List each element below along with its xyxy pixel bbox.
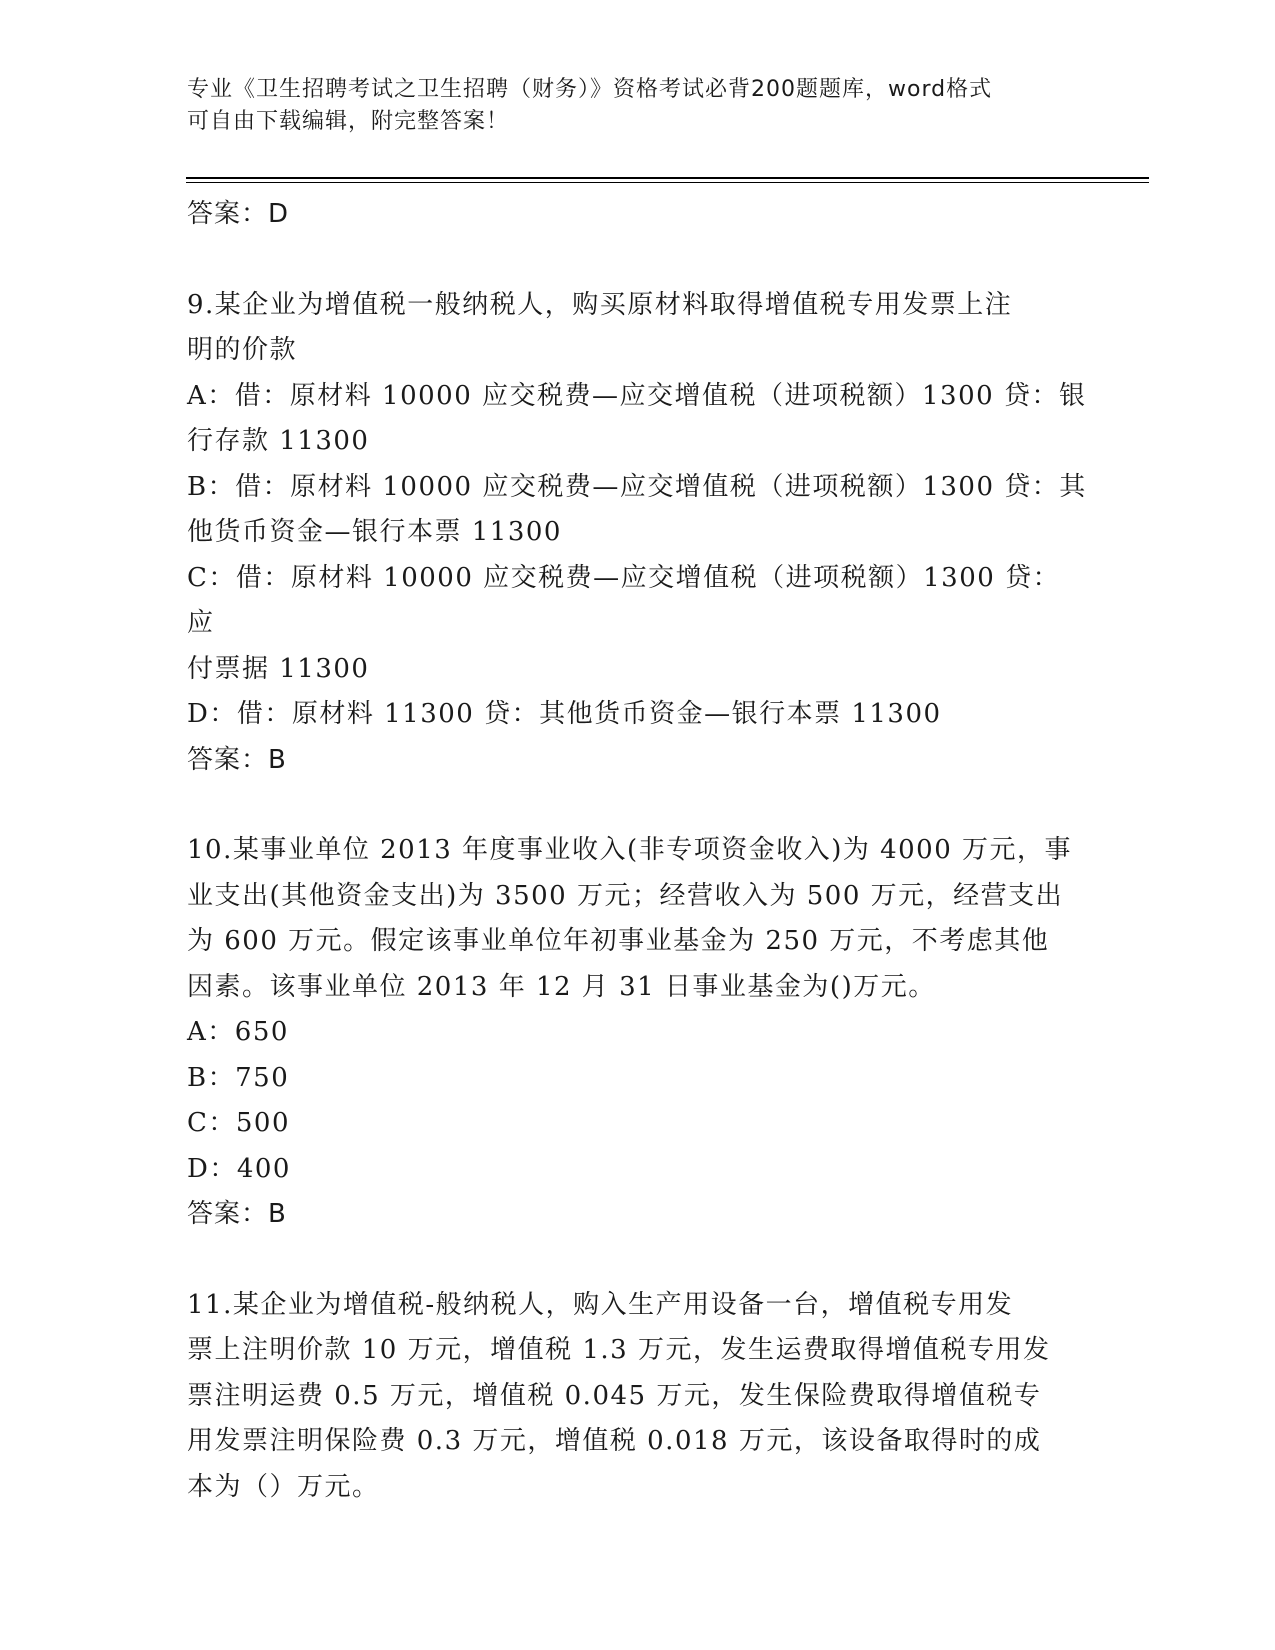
question-stem-line: 本为（）万元。 xyxy=(187,1471,380,1502)
answer-line: 答案：B xyxy=(187,744,287,775)
option-line: C：借：原材料 10000 应交税费—应交增值税（进项税额）1300 贷：应 xyxy=(187,562,1061,638)
option-line: B：750 xyxy=(187,1062,290,1093)
header-rule-thin xyxy=(186,182,1149,183)
option-line: 付票据 11300 xyxy=(187,653,370,684)
document-header xyxy=(187,74,1087,138)
question-stem-line: 为 600 万元。假定该事业单位年初事业基金为 250 万元，不考虑其他 xyxy=(187,926,1050,956)
option-line: B：借：原材料 10000 应交税费—应交增值税（进项税额）1300 贷：其 xyxy=(187,471,1087,502)
question-stem-line: 业支出(其他资金支出)为 3500 万元；经营收入为 500 万元，经营支出 xyxy=(187,880,1064,911)
question-10 xyxy=(187,828,1087,1238)
option-line: A：借：原材料 10000 应交税费—应交增值税（进项税额）1300 贷：银 xyxy=(187,380,1087,411)
question-9 xyxy=(187,283,1087,784)
answer-line: 答案：D xyxy=(187,199,290,229)
option-line: 行存款 11300 xyxy=(187,426,370,456)
header-line-2: 可自由下载编辑，附完整答案！ xyxy=(187,109,510,134)
question-stem-line: 用发票注明保险费 0.3 万元，增值税 0.018 万元，该设备取得时的成 xyxy=(187,1426,1042,1456)
question-stem-line: 10.某事业单位 2013 年度事业收入(非专项资金收入)为 4000 万元，事 xyxy=(187,835,1073,865)
question-stem-line: 明的价款 xyxy=(187,335,298,365)
document-body xyxy=(187,192,1087,1510)
spacer xyxy=(187,238,1087,283)
question-stem-line: 因素。该事业单位 2013 年 12 月 31 日事业基金为()万元。 xyxy=(187,971,936,1002)
question-stem-line: 票上注明价款 10 万元，增值税 1.3 万元，发生运费取得增值税专用发 xyxy=(187,1335,1051,1365)
option-line: D：借：原材料 11300 贷：其他货币资金—银行本票 11300 xyxy=(187,699,942,729)
option-line: C：500 xyxy=(187,1108,291,1138)
answer-line: 答案：B xyxy=(187,1199,287,1229)
option-line: 他货币资金—银行本票 11300 xyxy=(187,517,562,547)
spacer xyxy=(187,1238,1087,1283)
question-stem-line: 票注明运费 0.5 万元，增值税 0.045 万元，发生保险费取得增值税专 xyxy=(187,1380,1042,1411)
option-line: A：650 xyxy=(187,1017,289,1047)
header-line-1: 专业《卫生招聘考试之卫生招聘（财务）》资格考试必背200题题库，word格式 xyxy=(187,77,993,102)
header-rule-thick xyxy=(186,177,1149,179)
spacer xyxy=(187,783,1087,828)
question-11 xyxy=(187,1283,1087,1511)
question-stem-line: 9.某企业为增值税一般纳税人，购买原材料取得增值税专用发票上注 xyxy=(187,289,1013,320)
option-line: D：400 xyxy=(187,1153,291,1184)
question-stem-line: 11.某企业为增值税-般纳税人，购入生产用设备一台，增值税专用发 xyxy=(187,1289,1014,1320)
